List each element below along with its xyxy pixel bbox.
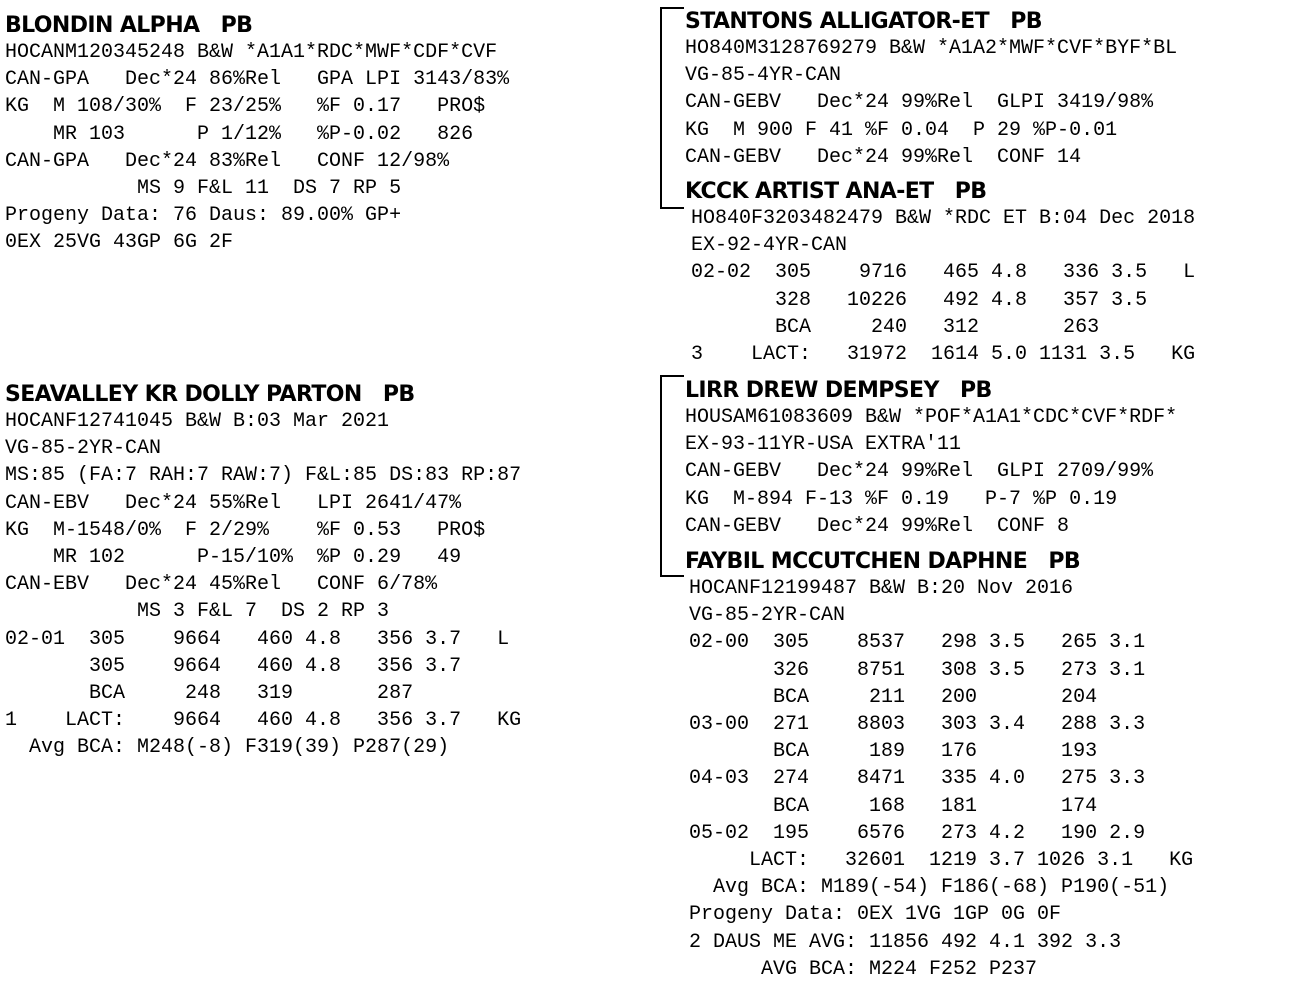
detail-line: Progeny Data: 76 Daus: 89.00% GP+ [5, 204, 402, 228]
breed-badge: PB [1048, 549, 1081, 574]
detail-line: MR 103 P 1/12% %P-0.02 826 [5, 122, 474, 146]
animal-faybil-mccutchen-daphne [685, 548, 1193, 983]
animal-details [5, 408, 521, 762]
detail-line: 05-02 195 6576 273 4.2 190 2.9 [689, 821, 1146, 845]
detail-line: BCA 240 312 263 [691, 315, 1100, 339]
detail-line: CAN-GEBV Dec*24 99%Rel GLPI 3419/98% [685, 91, 1154, 115]
breed-badge: PB [220, 13, 253, 38]
detail-line: CAN-GEBV Dec*24 99%Rel CONF 8 [685, 514, 1070, 538]
detail-line: HOCANF12741045 B&W B:03 Mar 2021 [5, 410, 390, 433]
animal-title [685, 8, 1177, 35]
detail-line: KG M 108/30% F 23/25% %F 0.17 PRO$ [5, 95, 486, 119]
detail-line: 2 DAUS ME AVG: 11856 492 4.1 392 3.3 [689, 930, 1122, 954]
detail-line: 1 LACT: 9664 460 4.8 356 3.7 KG [5, 709, 522, 733]
animal-blondin-alpha [5, 12, 509, 257]
detail-line: 03-00 271 8803 303 3.4 288 3.3 [689, 713, 1146, 737]
detail-line: 326 8751 308 3.5 273 3.1 [689, 658, 1146, 682]
detail-line: MS:85 (FA:7 RAH:7 RAW:7) F&L:85 DS:83 RP:87 [5, 464, 522, 488]
detail-line: Progeny Data: 0EX 1VG 1GP 0G 0F [689, 903, 1062, 927]
detail-line: 0EX 25VG 43GP 6G 2F [5, 231, 234, 255]
detail-line: VG-85-4YR-CAN [685, 64, 842, 88]
breed-badge: PB [1010, 9, 1042, 34]
detail-line: CAN-GEBV Dec*24 99%Rel GLPI 2709/99% [685, 460, 1154, 484]
detail-line: 3 LACT: 31972 1614 5.0 1131 3.5 KG [691, 343, 1196, 367]
pedigree-bracket-top [660, 7, 684, 209]
detail-line: HOCANF12199487 B&W B:20 Nov 2016 [689, 577, 1074, 600]
animal-details [691, 205, 1195, 368]
animal-name: SEAVALLEY KR DOLLY PARTON [5, 382, 362, 407]
detail-line: BCA 211 200 204 [689, 685, 1098, 709]
detail-line: 305 9664 460 4.8 356 3.7 [5, 654, 462, 678]
detail-line: EX-93-11YR-USA EXTRA'11 [685, 433, 962, 457]
animal-name: LIRR DREW DEMPSEY [685, 378, 939, 403]
detail-line: 02-00 305 8537 298 3.5 265 3.1 [689, 631, 1146, 655]
animal-title [685, 178, 1195, 205]
detail-line: VG-85-2YR-CAN [689, 604, 846, 628]
detail-line: HO840F3203482479 B&W *RDC ET B:04 Dec 2018 [691, 207, 1196, 230]
detail-line: CAN-GPA Dec*24 83%Rel CONF 12/98% [5, 149, 450, 173]
detail-line: CAN-GPA Dec*24 86%Rel GPA LPI 3143/83% [5, 68, 510, 92]
breed-badge: PB [954, 179, 987, 204]
breed-badge: PB [960, 378, 992, 403]
detail-line: KG M-1548/0% F 2/29% %F 0.53 PRO$ [5, 518, 486, 542]
detail-line: MR 102 P-15/10% %P 0.29 49 [5, 546, 462, 570]
detail-line: Avg BCA: M248(-8) F319(39) P287(29) [5, 736, 450, 760]
detail-line: BCA 168 181 174 [689, 794, 1098, 818]
animal-details [685, 404, 1177, 540]
animal-name: KCCK ARTIST ANA-ET [685, 179, 934, 204]
detail-line: LACT: 32601 1219 3.7 1026 3.1 KG [689, 849, 1194, 873]
detail-line: HOUSAM61083609 B&W *POF*A1A1*CDC*CVF*RDF* [685, 406, 1178, 429]
animal-stantons-alligator [685, 8, 1177, 171]
detail-line: HOCANM120345248 B&W *A1A1*RDC*MWF*CDF*CVF [5, 41, 498, 64]
animal-seavalley-dolly-parton [5, 381, 521, 762]
detail-line: VG-85-2YR-CAN [5, 437, 162, 461]
detail-line: MS 3 F&L 7 DS 2 RP 3 [5, 600, 390, 624]
animal-lirr-drew-dempsey [685, 377, 1177, 540]
animal-name: FAYBIL MCCUTCHEN DAPHNE [685, 549, 1028, 574]
animal-details [689, 575, 1193, 983]
animal-details [685, 35, 1177, 171]
detail-line: CAN-EBV Dec*24 55%Rel LPI 2641/47% [5, 491, 462, 515]
detail-line: 02-02 305 9716 465 4.8 336 3.5 L [691, 261, 1196, 285]
detail-line: KG M 900 F 41 %F 0.04 P 29 %P-0.01 [685, 118, 1118, 142]
animal-title [5, 12, 509, 39]
detail-line: AVG BCA: M224 F252 P237 [689, 957, 1038, 981]
detail-line: CAN-EBV Dec*24 45%Rel CONF 6/78% [5, 573, 438, 597]
animal-title [5, 381, 521, 408]
detail-line: EX-92-4YR-CAN [691, 234, 848, 258]
animal-kcck-artist-ana [685, 178, 1195, 368]
detail-line: CAN-GEBV Dec*24 99%Rel CONF 14 [685, 145, 1082, 169]
detail-line: Avg BCA: M189(-54) F186(-68) P190(-51) [689, 876, 1170, 900]
detail-line: KG M-894 F-13 %F 0.19 P-7 %P 0.19 [685, 487, 1118, 511]
animal-name: STANTONS ALLIGATOR-ET [685, 9, 990, 34]
animal-title [685, 548, 1193, 575]
detail-line: 04-03 274 8471 335 4.0 275 3.3 [689, 767, 1146, 791]
animal-title [685, 377, 1177, 404]
detail-line: MS 9 F&L 11 DS 7 RP 5 [5, 177, 402, 201]
animal-name: BLONDIN ALPHA [5, 13, 200, 38]
detail-line: BCA 189 176 193 [689, 740, 1098, 764]
breed-badge: PB [382, 382, 415, 407]
detail-line: 328 10226 492 4.8 357 3.5 [691, 288, 1148, 312]
animal-details [5, 39, 509, 257]
detail-line: HO840M3128769279 B&W *A1A2*MWF*CVF*BYF*BL [685, 37, 1178, 60]
detail-line: 02-01 305 9664 460 4.8 356 3.7 L [5, 627, 510, 651]
detail-line: BCA 248 319 287 [5, 682, 414, 706]
pedigree-bracket-bottom [660, 375, 684, 577]
